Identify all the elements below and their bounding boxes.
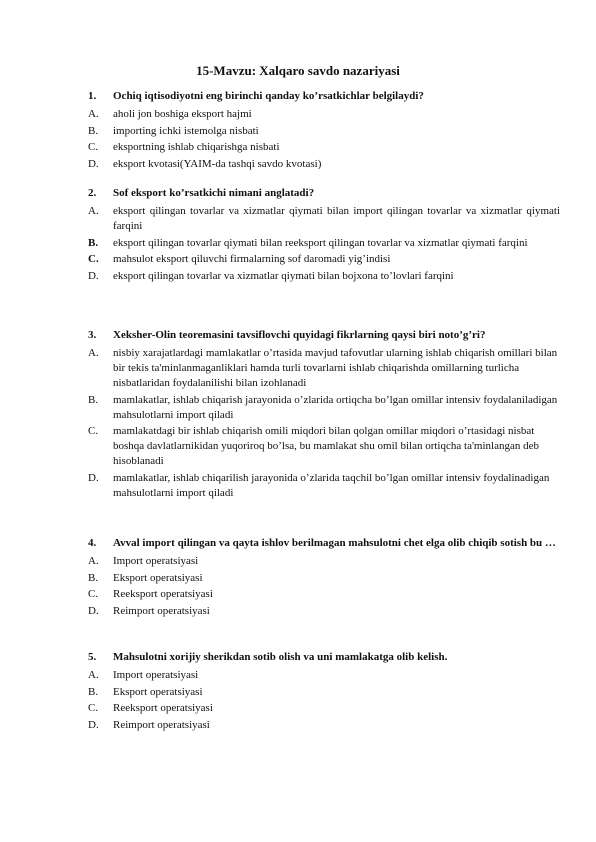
question-5 bbox=[0, 650, 596, 734]
option-a bbox=[0, 668, 596, 683]
option-b bbox=[0, 393, 596, 423]
option-letter: A. bbox=[88, 205, 99, 217]
option-text: eksport kvotasi(YAIM-da tashqi savdo kvotasi) bbox=[113, 157, 322, 170]
question-1-header bbox=[0, 89, 596, 104]
option-b bbox=[0, 124, 596, 139]
option-a bbox=[0, 346, 596, 391]
option-text: eksportning ishlab chiqarishga nisbati bbox=[113, 141, 280, 153]
option-text: Reeksport operatsiyasi bbox=[113, 702, 213, 714]
question-text: Avval import qilingan va qayta ishlov berilmagan mahsulotni chet elga olib chiqib sotish bu … bbox=[113, 537, 556, 549]
option-letter: B. bbox=[88, 124, 99, 137]
option-c bbox=[0, 140, 596, 155]
option-letter: B. bbox=[88, 571, 99, 584]
option-letter: A. bbox=[88, 347, 99, 359]
question-3-header bbox=[0, 328, 596, 343]
option-letter: B. bbox=[88, 236, 99, 249]
option-letter: D. bbox=[88, 718, 99, 731]
option-letter: A. bbox=[88, 555, 99, 567]
question-number: 3. bbox=[88, 329, 97, 341]
option-b bbox=[0, 685, 596, 700]
option-text: mamlakatlar, ishlab chiqarish jarayonida o’zlarida ortiqcha bo’lgan omillar intensiv foydalaniladigan mahsulotlarni import qiladi bbox=[113, 393, 558, 421]
question-number: 2. bbox=[88, 187, 97, 199]
question-1 bbox=[0, 89, 596, 173]
option-text: Reeksport operatsiyasi bbox=[113, 588, 213, 600]
question-number: 4. bbox=[88, 537, 97, 549]
question-text: Xeksher-Olin teoremasini tavsiflovchi quyidagi fikrlarning qaysi biri noto’g’ri? bbox=[113, 329, 486, 341]
option-text: mahsulot eksport qiluvchi firmalarning sof daromadi yig’indisi bbox=[113, 253, 391, 265]
option-text: aholi jon boshiga eksport hajmi bbox=[113, 108, 252, 120]
option-letter: D. bbox=[88, 471, 99, 484]
option-c bbox=[0, 252, 596, 267]
option-b bbox=[0, 236, 596, 251]
option-a bbox=[0, 204, 596, 234]
option-d bbox=[0, 471, 596, 501]
option-letter: A. bbox=[88, 669, 99, 681]
question-text: Sof eksport ko’rsatkichi nimani anglatadi? bbox=[113, 187, 315, 199]
page-title: 15-Mavzu: Xalqaro savdo nazariyasi bbox=[196, 63, 400, 78]
option-d bbox=[0, 269, 596, 284]
option-d bbox=[0, 718, 596, 733]
option-letter: B. bbox=[88, 685, 99, 698]
option-text: Import operatsiyasi bbox=[113, 555, 199, 567]
option-text: eksport qilingan tovarlar va xizmatlar qiymati bilan import qilingan tovarlar va xizmatlar qiymati farqini bbox=[113, 205, 560, 232]
option-d bbox=[0, 604, 596, 619]
option-letter: A. bbox=[88, 108, 99, 120]
question-text: Ochiq iqtisodiyotni eng birinchi qanday ko’rsatkichlar belgilaydi? bbox=[113, 90, 424, 102]
option-letter: D. bbox=[88, 604, 99, 617]
option-text: eksport qilingan tovarlar va xizmatlar qiymati bilan bojxona to’lovlari farqini bbox=[113, 269, 454, 282]
question-5-header bbox=[0, 650, 596, 665]
option-letter: D. bbox=[88, 269, 99, 282]
option-c bbox=[0, 424, 596, 469]
question-2-header bbox=[0, 186, 596, 201]
option-letter: B. bbox=[88, 393, 99, 406]
option-text: Import operatsiyasi bbox=[113, 669, 199, 681]
option-text: eksport qilingan tovarlar qiymati bilan reeksport qilingan tovarlar va xizmatlar qiymati farqini bbox=[113, 236, 528, 249]
option-text: Reimport operatsiyasi bbox=[113, 604, 210, 617]
question-2 bbox=[0, 186, 596, 285]
option-text: Eksport operatsiyasi bbox=[113, 571, 203, 584]
option-text: mamlakatdagi bir ishlab chiqarish omili miqdori bilan qolgan omillar miqdori o’rtasidagi nisbat boshqa davlatlarnikidan yuqoriroq bo’lsa, bu mamlakat shu omil bilan ortiqcha ta'minlangan deb hisoblanadi bbox=[113, 425, 539, 467]
question-3 bbox=[0, 328, 596, 502]
question-text: Mahsulotni xorijiy sherikdan sotib olish va uni mamlakatga olib kelish. bbox=[113, 651, 448, 663]
option-letter: C. bbox=[88, 141, 99, 153]
option-c bbox=[0, 701, 596, 716]
option-text: nisbiy xarajatlardagi mamlakatlar o’rtasida mavjud tafovutlar ularning ishlab chiqarish omillari bilan bir tekis ta'minlanmaganliklari hamda turli tovarlarni ishlab chiqarishda omillarning turlicha nisbatlaridan foydalanilishi bilan izohlanadi bbox=[113, 347, 558, 389]
option-letter: C. bbox=[88, 253, 99, 265]
option-letter: D. bbox=[88, 157, 99, 170]
option-letter: C. bbox=[88, 702, 99, 714]
option-c bbox=[0, 587, 596, 602]
question-number: 1. bbox=[88, 90, 97, 102]
question-4 bbox=[0, 536, 596, 620]
option-b bbox=[0, 571, 596, 586]
option-text: Reimport operatsiyasi bbox=[113, 718, 210, 731]
question-4-header bbox=[0, 536, 596, 551]
option-a bbox=[0, 107, 596, 122]
option-d bbox=[0, 157, 596, 172]
option-text: importing ichki istemolga nisbati bbox=[113, 124, 259, 137]
question-number: 5. bbox=[88, 651, 97, 663]
option-letter: C. bbox=[88, 588, 99, 600]
option-a bbox=[0, 554, 596, 569]
option-text: Eksport operatsiyasi bbox=[113, 685, 203, 698]
option-text: mamlakatlar, ishlab chiqarilish jarayonida o’zlarida taqchil bo’lgan omillar intensiv foydalinadigan mahsulotlarni import qiladi bbox=[113, 471, 550, 499]
option-letter: C. bbox=[88, 425, 99, 437]
